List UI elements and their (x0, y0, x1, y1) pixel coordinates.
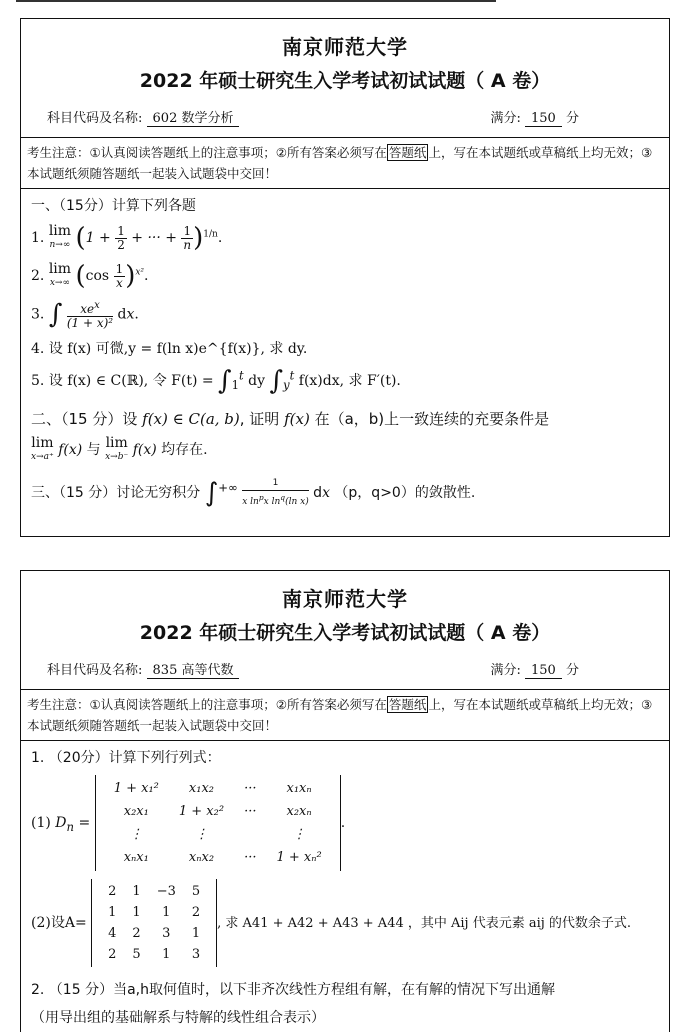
section-3-text-a: 三、（15 分）讨论无穷积分 (31, 485, 201, 501)
q5-text-c: f(x)dx, 求 F′(t). (298, 373, 401, 389)
section-2-text-c: 在（a，b)上一致连续的充要条件是 (314, 410, 550, 428)
subject-value: 602 数学分析 (147, 111, 240, 127)
score-value: 150 (525, 111, 562, 127)
matrix-cell: 1 (108, 905, 117, 920)
question-3: 3. ∫ $\frac{xe^x}{\text{(1 + x)²}}$ dx. (31, 299, 139, 330)
subject-value: 835 高等代数 (147, 663, 240, 679)
exam-notice (21, 690, 669, 741)
score-unit: 分 (565, 111, 579, 126)
exam-body (21, 741, 669, 1032)
notice-text: 考生注意：①认真阅读答题纸上的注意事项；②所有答案必须写在 (27, 697, 387, 712)
notice-text-end: 上，写在本试题纸或草稿纸上均无效；③本试题纸须随答题纸一起装入试题袋中交回！ (27, 145, 653, 181)
section-2-fx: f(x) ∈ C(a, b) (142, 410, 240, 428)
score-label: 满分: (490, 111, 521, 126)
section-3: 三、（15 分）讨论无穷积分 ∫+∞ $\frac{1}{x \ln^px \ln^q(\ln x)}$ dx （p，q>0）的敛散性. (31, 478, 476, 508)
matrix-cell: 1 (132, 884, 141, 899)
question-1-title: 1. （20分）计算下列行列式： (31, 750, 221, 766)
section-2-text-a: 二、（15 分）设 (31, 410, 138, 428)
subject-row (21, 107, 669, 137)
subject-row (21, 659, 669, 689)
section-2-and: 与 (86, 442, 101, 458)
question-4: 4. 设 f(x) 可微,y = f(ln x)e^{f(x)}, 求 dy. (31, 341, 308, 357)
determinant-dn: 1 + x₁² x₁x₂ ··· x₁xₙ x₂x₁ 1 + x₂² ··· x₂xₙ ⋮ ⋮ ⋮ xₙx₁ xₙx₂ ··· 1 + xₙ² (95, 775, 341, 871)
score-value: 150 (525, 663, 562, 679)
section-2-limits: lim x→a⁺ f(x) 与 lim x→b⁻ f(x) 均存在. (31, 435, 208, 462)
q5-text-a: 5. 设 f(x) ∈ C(ℝ), 令 F(t) = (31, 373, 219, 389)
subject-label: 科目代码及名称: (47, 663, 143, 678)
section-3-text-b: （p，q>0）的敛散性. (334, 485, 476, 501)
matrix-cell: 5 (191, 884, 201, 899)
exam-sheet-math-analysis (20, 18, 670, 537)
section-2-text-d: 均存在. (161, 442, 208, 458)
matrix-cell: 2 (132, 926, 141, 941)
question-1-2 (31, 879, 659, 967)
q1-2-text: , 求 A41 + A42 + A43 + A44 ，其中 Aij 代表元素 aij 的代数余子式. (217, 916, 632, 931)
section-2: 二、（15 分）设 f(x) ∈ C(a, b), 证明 f(x) 在（a，b)上一致连续的充要条件是 (31, 410, 550, 428)
top-rule (16, 0, 496, 2)
exam-sheet-advanced-algebra (20, 570, 670, 1032)
matrix-cell: 2 (108, 884, 117, 899)
matrix-cell: 5 (132, 947, 141, 962)
matrix-cell: 1 (191, 926, 201, 941)
matrix-cell: 4 (108, 926, 117, 941)
section-1-title: 一、（15分）计算下列各题 (31, 198, 196, 214)
university-name: 南京师范大学 (282, 35, 408, 59)
subject-label: 科目代码及名称: (47, 111, 143, 126)
matrix-cell: 3 (191, 947, 201, 962)
university-name: 南京师范大学 (282, 587, 408, 611)
matrix-cell: −3 (156, 884, 176, 899)
exam-header (21, 31, 669, 138)
question-2: 2. lim x→∞ (cos $\frac{1}{x}$ )$^{x^2}$. (31, 261, 149, 291)
score-label: 满分: (490, 663, 521, 678)
exam-header (21, 583, 669, 690)
exam-notice (21, 138, 669, 189)
score-unit: 分 (565, 663, 579, 678)
exam-title: 2022 年硕士研究生入学考试初试试题（ A 卷） (139, 70, 551, 92)
matrix-a (91, 879, 217, 967)
question-1: 1. lim n→∞ (1 + $\frac{1}{2}$ + ··· + $\frac{1}{n}$ )$^{1/n}$. (31, 223, 223, 253)
notice-text: 考生注意：①认真阅读答题纸上的注意事项；②所有答案必须写在 (27, 145, 387, 160)
matrix-cell: 2 (108, 947, 117, 962)
q1-1-label: (1) (31, 815, 51, 831)
notice-boxed-word: 答题纸 (388, 145, 427, 160)
matrix-cell: 1 (162, 947, 171, 962)
section-2-text-b: , 证明 (239, 410, 280, 428)
question-2-cont: （用导出组的基础解系与特解的线性组合表示） (31, 1010, 325, 1026)
question-1-1: (1) $D_n$ = 1 + x₁² x₁x₂ ··· x₁xₙ x₂x₁ 1 + x₂² ··· x₂xₙ ⋮ ⋮ ⋮ xₙx₁ xₙx₂ ··· 1 + xₙ² . (31, 775, 659, 871)
question-2: 2. （15 分）当a,h取何值时，以下非齐次线性方程组有解，在有解的情况下写出通解 (31, 982, 555, 998)
exam-title: 2022 年硕士研究生入学考试初试试题（ A 卷） (139, 622, 551, 644)
matrix-cell: 2 (191, 905, 201, 920)
notice-boxed-word: 答题纸 (388, 697, 427, 712)
matrix-cell: 3 (162, 926, 171, 941)
matrix-cell: 1 (132, 905, 141, 920)
exam-body (21, 189, 669, 521)
question-5: 5. 设 f(x) ∈ C(ℝ), 令 $F(t) = \int_1^t$ dy $\int_y^t$ f(x)dx, 求 F′(t). (31, 366, 401, 396)
q5-text-b: dy (248, 373, 266, 389)
q1-2-label: (2)设A= (31, 915, 87, 931)
notice-text-end: 上，写在本试题纸或草稿纸上均无效；③本试题纸须随答题纸一起装入试题袋中交回！ (27, 697, 653, 733)
matrix-cell: 1 (162, 905, 171, 920)
